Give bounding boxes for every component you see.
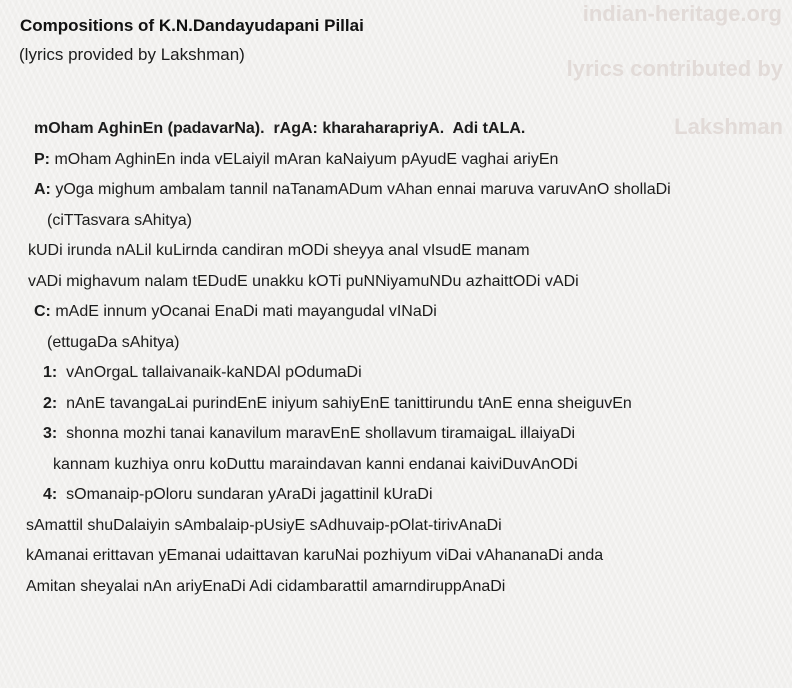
line-label: 4: xyxy=(43,486,67,503)
line-text: vAnOrgaL tallaivanaik-kaNDAl pOdumaDi xyxy=(66,364,362,381)
line-text: mOham AghinEn inda vELaiyil mAran kaNaiyum pAyudE vaghai ariyEn xyxy=(54,150,559,168)
page-subtitle: (lyrics provided by Lakshman) xyxy=(19,45,245,64)
line-text: mAdE innum yOcanai EnaDi mati mayangudal vINaDi xyxy=(55,303,437,320)
watermark-credit-line1: lyrics contributed by xyxy=(566,56,783,81)
line-text: (ciTTasvara sAhitya) xyxy=(47,211,192,229)
line-text: (ettugaDa sAhitya) xyxy=(47,333,180,351)
line-label: 1: xyxy=(43,364,67,381)
song-line-pallavi xyxy=(34,145,792,176)
line-label: A: xyxy=(34,181,56,198)
watermark-site: indian-heritage.org xyxy=(582,1,782,26)
page-title: Compositions of K.N.Dandayudapani Pillai xyxy=(20,16,364,35)
song-line-3-continued xyxy=(53,450,792,481)
song-line-cittasvara-marker xyxy=(47,206,792,237)
song-line-ettugada-marker xyxy=(47,328,792,359)
line-text: kAmanai erittavan yEmanai udaittavan karuNai pozhiyum viDai vAhananaDi anda xyxy=(26,547,604,564)
song-line xyxy=(28,236,792,267)
song-line xyxy=(26,541,792,572)
line-label: C: xyxy=(34,303,56,320)
song-line xyxy=(26,511,792,542)
line-text: sOmanaip-pOloru sundaran yAraDi jagattinil kUraDi xyxy=(66,486,433,503)
line-text: kannam kuzhiya onru koDuttu maraindavan kanni endanai kaiviDuvAnODi xyxy=(53,455,578,473)
line-text: nAnE tavangaLai purindEnE iniyum sahiyEnE tanittirundu tAnE enna sheiguvEn xyxy=(66,394,632,412)
watermark-credit-line2: Lakshman xyxy=(674,114,783,139)
song-line-1 xyxy=(43,358,792,389)
line-text: yOga mighum ambalam tannil naTanamADum vAhan ennai maruva varuvAnO shollaDi xyxy=(55,181,671,198)
line-label: 2: xyxy=(43,394,67,412)
song-line-anupallavi xyxy=(34,175,792,206)
line-text: sAmattil shuDalaiyin sAmbalaip-pUsiyE sAdhuvaip-pOlat-tirivAnaDi xyxy=(26,516,502,534)
line-text: kUDi irunda nALil kuLirnda candiran mODi sheyya anal vIsudE manam xyxy=(28,242,530,259)
song-line-charanam xyxy=(34,297,792,328)
song-section xyxy=(0,114,792,602)
line-label: P: xyxy=(34,150,55,168)
line-text: Amitan sheyalai nAn ariyEnaDi Adi cidambarattil amarndiruppAnaDi xyxy=(26,577,506,595)
song-line xyxy=(28,267,792,298)
song-line-4 xyxy=(43,480,792,511)
song-line-3 xyxy=(43,419,792,450)
line-text: vADi mighavum nalam tEDudE unakku kOTi puNNiyamuNDu azhaittODi vADi xyxy=(28,272,579,290)
song-line-2 xyxy=(43,389,792,420)
song-heading: mOham AghinEn (padavarNa). rAgA: kharaharapriyA. Adi tALA. xyxy=(34,120,526,137)
line-label: 3: xyxy=(43,425,67,442)
song-line xyxy=(26,572,792,603)
line-text: shonna mozhi tanai kanavilum maravEnE shollavum tiramaigaL illaiyaDi xyxy=(66,425,576,442)
